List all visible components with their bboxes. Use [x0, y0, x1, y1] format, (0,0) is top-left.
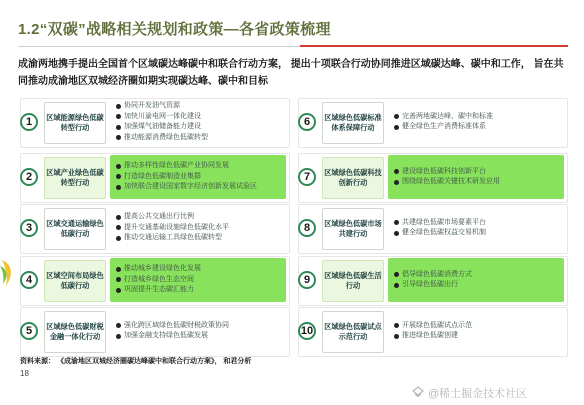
title-divider-accent [300, 45, 568, 47]
action-item-text: 加强金融支持绿色低碳发展 [124, 332, 208, 339]
action-item-text: 加快川渝电网一体化建设 [124, 112, 201, 120]
action-item [116, 321, 292, 332]
action-item [394, 167, 570, 178]
action-item-text: 打造城乡绿色生态空间 [124, 275, 194, 283]
action-category: 区域绿色低碳市场共建行动 [322, 208, 384, 250]
bullet-icon [116, 104, 121, 109]
action-category: 区域空间布局绿色低碳行动 [44, 260, 106, 302]
action-items [110, 206, 292, 250]
bullet-icon [116, 125, 121, 130]
action-category: 区域绿色低碳标准体系保障行动 [322, 102, 384, 144]
bullet-icon [116, 174, 121, 179]
action-item [116, 223, 292, 234]
action-item [116, 275, 292, 286]
action-item [116, 182, 292, 193]
bullet-icon [394, 220, 399, 225]
action-item-text: 加快联合建设国家数字经济创新发展试验区 [124, 183, 257, 191]
bullet-icon [394, 169, 399, 174]
action-number: 5 [20, 322, 38, 340]
action-items [388, 309, 570, 353]
action-category: 区域交通运输绿色低碳行动 [44, 208, 106, 250]
action-number: 1 [20, 113, 38, 131]
action-category: 区域绿色低碳试点示范行动 [322, 311, 384, 353]
intro-paragraph: 成渝两地携手提出全国首个区域碳达峰碳中和联合行动方案， 提出十项联合行动协同推进区域碳达峰、碳中和工作， 旨在共同推动成渝地区双城经济圈如期实现碳达峰、碳中和目标 [18, 59, 564, 87]
action-number: 2 [20, 168, 38, 186]
action-number: 7 [298, 168, 316, 186]
action-item [116, 285, 292, 296]
action-item-text: 完善两地碳达峰、碳中和标准 [402, 112, 493, 120]
action-number: 4 [20, 271, 38, 289]
action-item-text: 提升交通基础设施绿色低碳化水平 [124, 223, 229, 231]
action-item [116, 172, 292, 183]
bullet-icon [116, 114, 121, 119]
action-item [116, 101, 292, 112]
action-category: 区域绿色低碳财税金融一体化行动 [44, 311, 106, 353]
action-number: 6 [298, 113, 316, 131]
action-items [110, 155, 292, 199]
action-item [394, 177, 570, 188]
action-items [388, 100, 570, 144]
bullet-icon [394, 272, 399, 277]
action-item-text: 提高公共交通出行比例 [124, 213, 194, 221]
source-note: 资料来源： 《成渝地区双城经济圈碳达峰碳中和联合行动方案》， 和君分析 [20, 358, 252, 365]
action-item-text: 建设绿色低碳科技创新平台 [402, 167, 486, 175]
action-item-text: 健全绿色低碳权益交易机制 [402, 229, 486, 236]
action-number: 8 [298, 219, 316, 237]
action-item [394, 331, 570, 342]
bullet-icon [116, 334, 121, 339]
action-item [116, 122, 292, 133]
action-category: 区域绿色低碳科技创新行动 [322, 157, 384, 199]
bullet-icon [116, 236, 121, 241]
leaf-decoration-icon [0, 258, 16, 288]
bullet-icon [116, 225, 121, 230]
bullet-icon [116, 288, 121, 293]
bullet-icon [116, 135, 121, 140]
action-item-text: 巩固提升生态碳汇能力 [124, 286, 194, 294]
action-item-text: 共建绿色低碳市场要素平台 [402, 218, 486, 226]
action-category: 区域产业绿色低碳转型行动 [44, 157, 106, 199]
action-item-text: 推动交通运输工具绿色低碳转型 [124, 234, 222, 242]
bullet-icon [116, 267, 121, 272]
action-item-text: 协同开发油气资源 [124, 102, 180, 109]
bullet-icon [394, 180, 399, 185]
action-number: 3 [20, 219, 38, 237]
action-category: 区域能源绿色低碳转型行动 [44, 102, 106, 144]
bullet-icon [394, 323, 399, 328]
action-items [110, 100, 292, 144]
action-items [388, 155, 570, 199]
action-number: 10 [298, 322, 316, 340]
action-item [116, 161, 292, 172]
bullet-icon [116, 185, 121, 190]
action-item-text: 倡导绿色低碳消费方式 [402, 270, 472, 278]
action-item-text: 推动能源消费绿色低碳转型 [124, 133, 208, 141]
action-item-text: 强化跨区域绿色低碳财税政策协同 [124, 321, 229, 329]
page-number: 18 [20, 369, 29, 378]
page-title: 1.2“双碳”战略相关规划和政策—各省政策梳理 [18, 21, 331, 38]
action-item [394, 280, 570, 291]
action-item-text: 引导绿色低碳出行 [402, 281, 458, 288]
action-number: 9 [298, 271, 316, 289]
action-item [394, 218, 570, 229]
action-items [110, 309, 292, 353]
action-item-text: 健全绿色生产消费标准体系 [402, 123, 486, 130]
action-items [388, 206, 570, 250]
action-item [394, 112, 570, 123]
bullet-icon [116, 164, 121, 169]
bullet-icon [394, 334, 399, 339]
bullet-icon [394, 114, 399, 119]
action-item-text: 加强煤气油储备能力建设 [124, 123, 201, 130]
bullet-icon [116, 323, 121, 328]
action-item [116, 233, 292, 244]
action-item [116, 112, 292, 123]
action-item [394, 228, 570, 239]
action-item-text: 推进绿色低碳创建 [402, 332, 458, 339]
bullet-icon [116, 277, 121, 282]
action-item [394, 122, 570, 133]
bullet-icon [394, 125, 399, 130]
action-items [388, 258, 570, 302]
action-item-text: 开展绿色低碳试点示范 [402, 321, 472, 329]
action-item [116, 264, 292, 275]
action-item [394, 270, 570, 281]
watermark: @稀土掘金技术社区 [428, 388, 528, 400]
action-item-text: 推动多样性绿色低碳产业协同发展 [124, 162, 229, 170]
bullet-icon [116, 215, 121, 220]
action-item [394, 321, 570, 332]
action-item [116, 331, 292, 342]
action-category: 区域绿色低碳生活行动 [322, 260, 384, 302]
juejin-logo-icon [412, 386, 424, 398]
action-item [116, 212, 292, 223]
bullet-icon [394, 283, 399, 288]
action-item [116, 133, 292, 144]
action-item-text: 围绕绿色低碳关键技术研发应用 [402, 178, 500, 185]
action-item-text: 打造绿色低碳制造业集群 [124, 172, 201, 180]
action-item-text: 推动城乡建设绿色化发展 [124, 265, 201, 273]
bullet-icon [394, 231, 399, 236]
action-items [110, 258, 292, 302]
